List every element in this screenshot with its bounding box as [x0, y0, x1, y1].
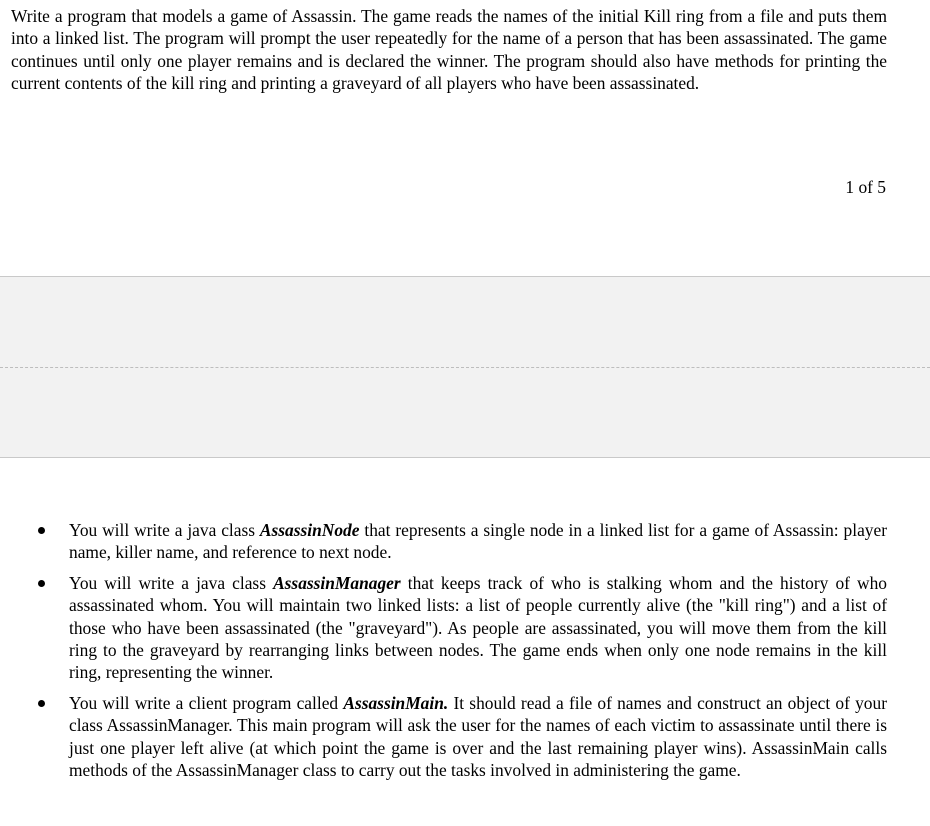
- list-item-text: [69, 692, 887, 782]
- bullet-icon: [38, 527, 45, 534]
- class-name-assassin-main: AssassinMain.: [343, 692, 449, 713]
- bullet-icon: [38, 580, 45, 587]
- page-break-divider: [0, 367, 930, 368]
- list-item-text-lead: You will write a java class: [69, 520, 260, 540]
- list-item-text-lead: You will write a java class: [69, 572, 274, 593]
- bullet-icon: [38, 700, 45, 707]
- list-item-text-rest: that keeps track of who is stalking whom and the history of who assassinated whom. You will maintain two linked lists: a list of people currently alive (the "kill ring") and a list of those who have been assassinated (the "graveyard"). As people are assassinated, you will move them from the kill ring to the graveyard by rearranging links between nodes. The game ends when only one node remains in the kill ring, representing the winner.: [69, 572, 887, 683]
- class-name-assassin-node: AssassinNode: [259, 520, 360, 540]
- list-item-text: [69, 572, 887, 684]
- requirements-list: [0, 519, 930, 789]
- page-break: [0, 276, 930, 458]
- list-item-text-rest: that represents a single node in a linked list for a game of Assassin: player name, killer name, and reference to next node.: [69, 520, 887, 563]
- intro-paragraph: Write a program that models a game of Assassin. The game reads the names of the initial Kill ring from a file and puts them into a linked list. The program will prompt the user repeatedly for the name of a person that has been assassinated. The game continues until only one player remains and is declared the winner. The program should also have methods for printing the current contents of the kill ring and printing a graveyard of all players who have been assassinated.: [11, 6, 887, 94]
- class-name-assassin-manager: AssassinManager: [273, 572, 401, 593]
- list-item: [0, 519, 930, 564]
- list-item-text-rest: It should read a file of names and construct an object of your class AssassinManager. This main program will ask the user for the names of each victim to assassinate until there is just one player left alive (at which point the game is over and the last remaining player wins). AssassinMain calls methods of the AssassinManager class to carry out the tasks involved in administering the game.: [69, 692, 887, 781]
- page-counter: 1 of 5: [845, 177, 886, 197]
- list-item: [0, 692, 930, 782]
- list-item-text: [69, 519, 887, 564]
- list-item-text-lead: You will write a client program called: [69, 692, 344, 713]
- list-item: [0, 572, 930, 684]
